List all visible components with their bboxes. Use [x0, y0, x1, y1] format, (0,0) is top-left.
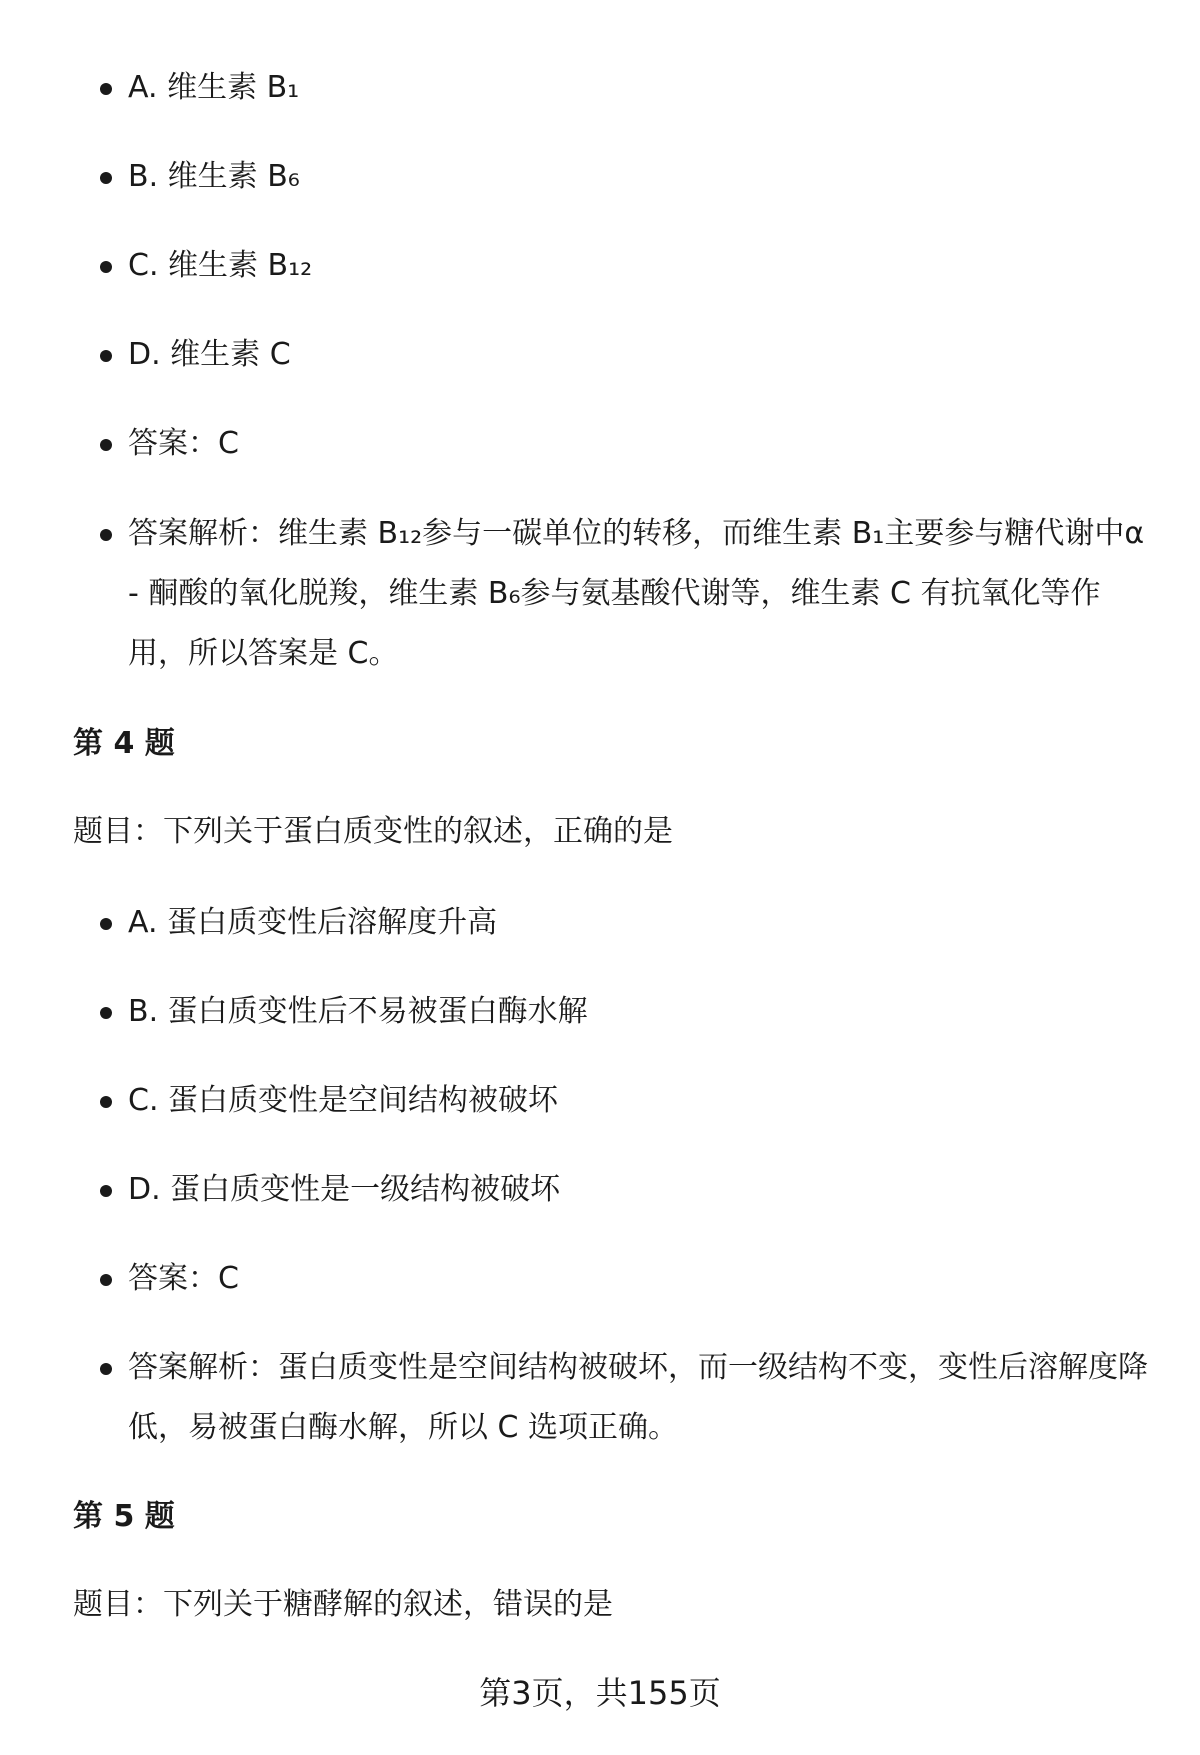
option-b: B. 维生素 B₆ — [128, 147, 1158, 207]
option-a: A. 维生素 B₁ — [128, 58, 1158, 118]
answer: 答案：C — [128, 1249, 1158, 1309]
option-d: D. 维生素 C — [128, 325, 1158, 385]
answer-explanation: 答案解析：蛋白质变性是空间结构被破坏，而一级结构不变，变性后溶解度降低，易被蛋白酶水解，所以 C 选项正确。 — [128, 1338, 1158, 1458]
option-b: B. 蛋白质变性后不易被蛋白酶水解 — [128, 982, 1158, 1042]
option-c: C. 蛋白质变性是空间结构被破坏 — [128, 1071, 1158, 1131]
option-a: A. 蛋白质变性后溶解度升高 — [128, 893, 1158, 953]
question-4-heading: 第 4 题 — [73, 726, 175, 761]
question-5-heading: 第 5 题 — [73, 1499, 175, 1534]
option-d: D. 蛋白质变性是一级结构被破坏 — [128, 1160, 1158, 1220]
option-c: C. 维生素 B₁₂ — [128, 236, 1158, 296]
answer-explanation: 答案解析：维生素 B₁₂参与一碳单位的转移，而维生素 B₁主要参与糖代谢中α - 酮酸的氧化脱羧，维生素 B₆参与氨基酸代谢等，维生素 C 有抗氧化等作用，所以答案是 C。 — [128, 504, 1158, 684]
page-number: 第3页，共155页 — [479, 1674, 721, 1712]
question-5-stem: 题目：下列关于糖酵解的叙述，错误的是 — [73, 1587, 613, 1622]
question-4-stem: 题目：下列关于蛋白质变性的叙述，正确的是 — [73, 814, 673, 849]
answer: 答案：C — [128, 414, 1158, 474]
